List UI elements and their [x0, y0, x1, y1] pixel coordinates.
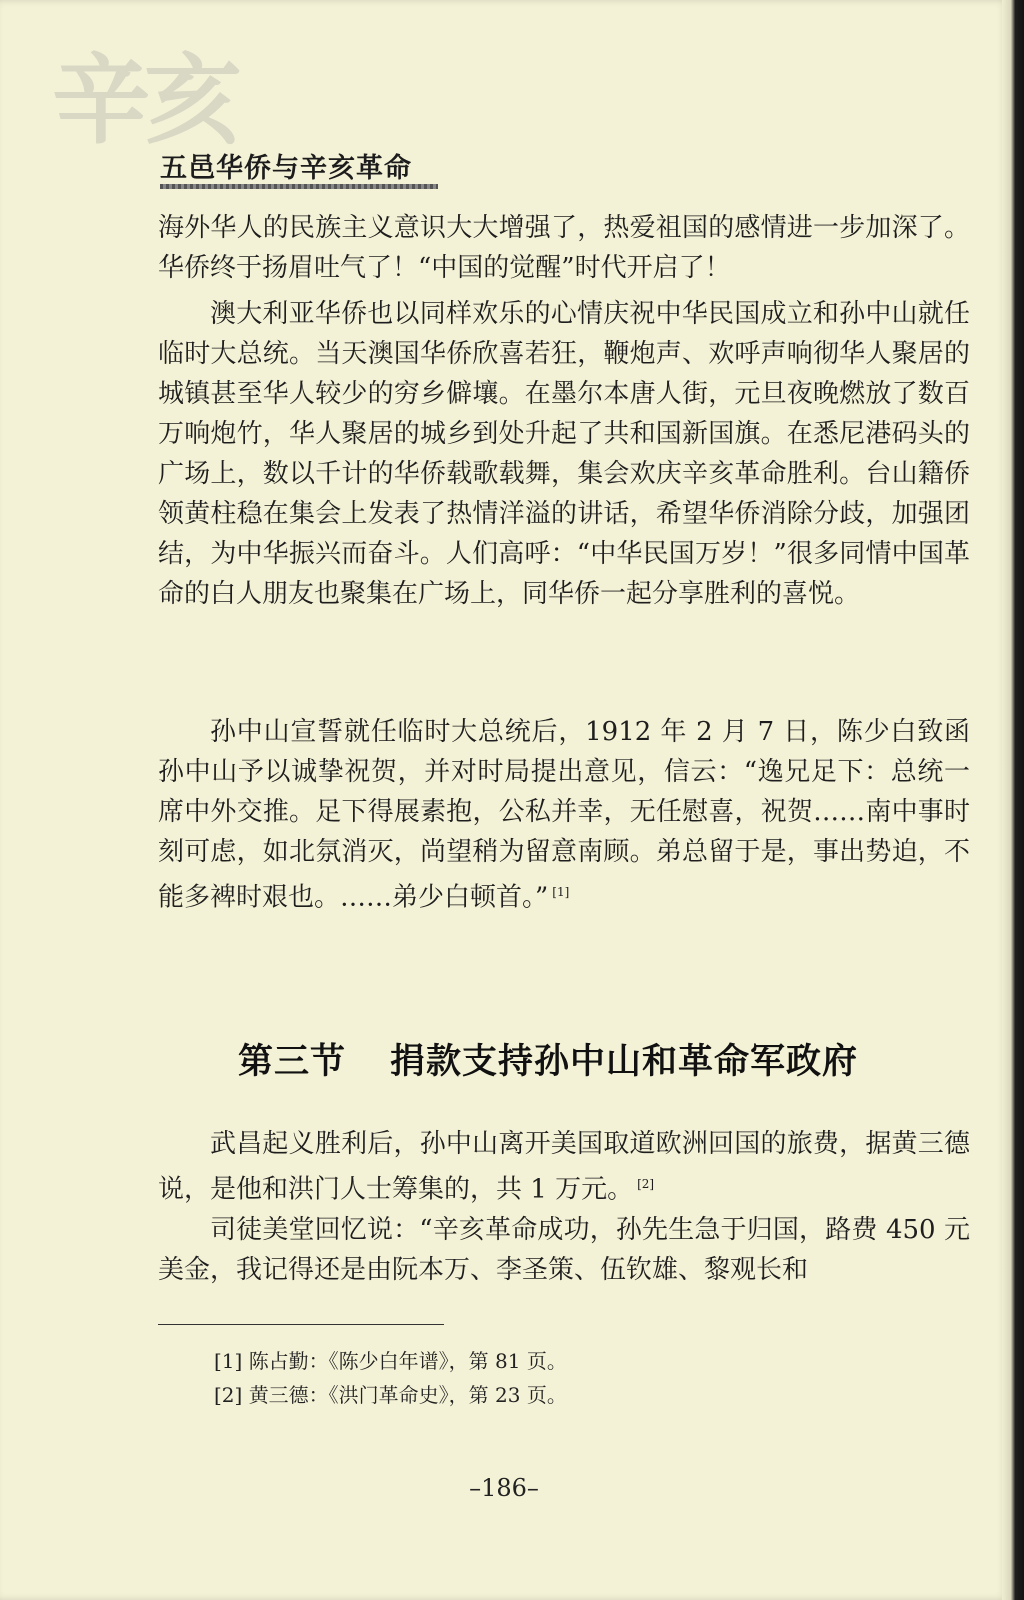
- page-edge: [1002, 0, 1024, 1600]
- watermark-text: 辛亥: [52, 44, 237, 158]
- paragraph-situ-meitang: 司徒美堂回忆说：“辛亥革命成功，孙先生急于归国，路费 450 元美金，我记得还是由阮本万、李圣策、伍钦雄、黎观长和: [158, 1215, 970, 1285]
- paragraph-chen-shaobai: [158, 712, 970, 918]
- footnote-1: [1] 陈占勤：《陈少白年谱》，第 81 页。: [214, 1349, 567, 1373]
- section-title: 捐款支持孙中山和革命军政府: [390, 1041, 859, 1082]
- footnote-divider: [158, 1324, 444, 1325]
- paragraph-wuchang: [158, 1124, 970, 1210]
- paragraph-continued: 海外华人的民族主义意识大大增强了，热爱祖国的感情进一步加深了。华侨终于扬眉吐气了！“中国的觉醒”时代开启了！: [158, 213, 970, 283]
- footnote-ref-2: [2]: [637, 1177, 655, 1191]
- running-head: 五邑华侨与辛亥革命: [160, 153, 412, 184]
- section-heading: [238, 1034, 858, 1084]
- footnote-ref-1: [1]: [552, 885, 570, 899]
- paragraph-wuchang-text: 武昌起义胜利后，孙中山离开美国取道欧洲回国的旅费，据黄三德说，是他和洪门人士筹集的，共 1 万元。: [158, 1129, 970, 1205]
- paragraph-australia: 澳大利亚华侨也以同样欢乐的心情庆祝中华民国成立和孙中山就任临时大总统。当天澳国华侨欣喜若狂，鞭炮声、欢呼声响彻华人聚居的城镇甚至华人较少的穷乡僻壤。在墨尔本唐人街，元旦夜晚燃放了数百万响炮竹，华人聚居的城乡到处升起了共和国新国旗。在悉尼港码头的广场上，数以千计的华侨载歌载舞，集会欢庆辛亥革命胜利。台山籍侨领黄柱稳在集会上发表了热情洋溢的讲话，希望华侨消除分歧，加强团结，为中华振兴而奋斗。人们高呼：“中华民国万岁！”很多同情中国革命的白人朋友也聚集在广场上，同华侨一起分享胜利的喜悦。: [158, 299, 970, 609]
- page-number: –186–: [469, 1474, 539, 1502]
- paragraph-chen-shaobai-text: 孙中山宣誓就任临时大总统后，1912 年 2 月 7 日，陈少白致函孙中山予以诚挚祝贺，并对时局提出意见，信云：“逸兄足下：总统一席中外交推。足下得展素抱，公私并幸，无任慰喜，祝贺……南中事时刻可虑，如北氛消灭，尚望稍为留意南顾。弟总留于是，事出势迫，不能多裨时艰也。……弟少白顿首。”: [158, 717, 970, 913]
- footnote-2: [2] 黄三德：《洪门革命史》，第 23 页。: [214, 1383, 567, 1407]
- section-number: 第三节: [238, 1041, 347, 1082]
- running-head-underline: [160, 184, 438, 189]
